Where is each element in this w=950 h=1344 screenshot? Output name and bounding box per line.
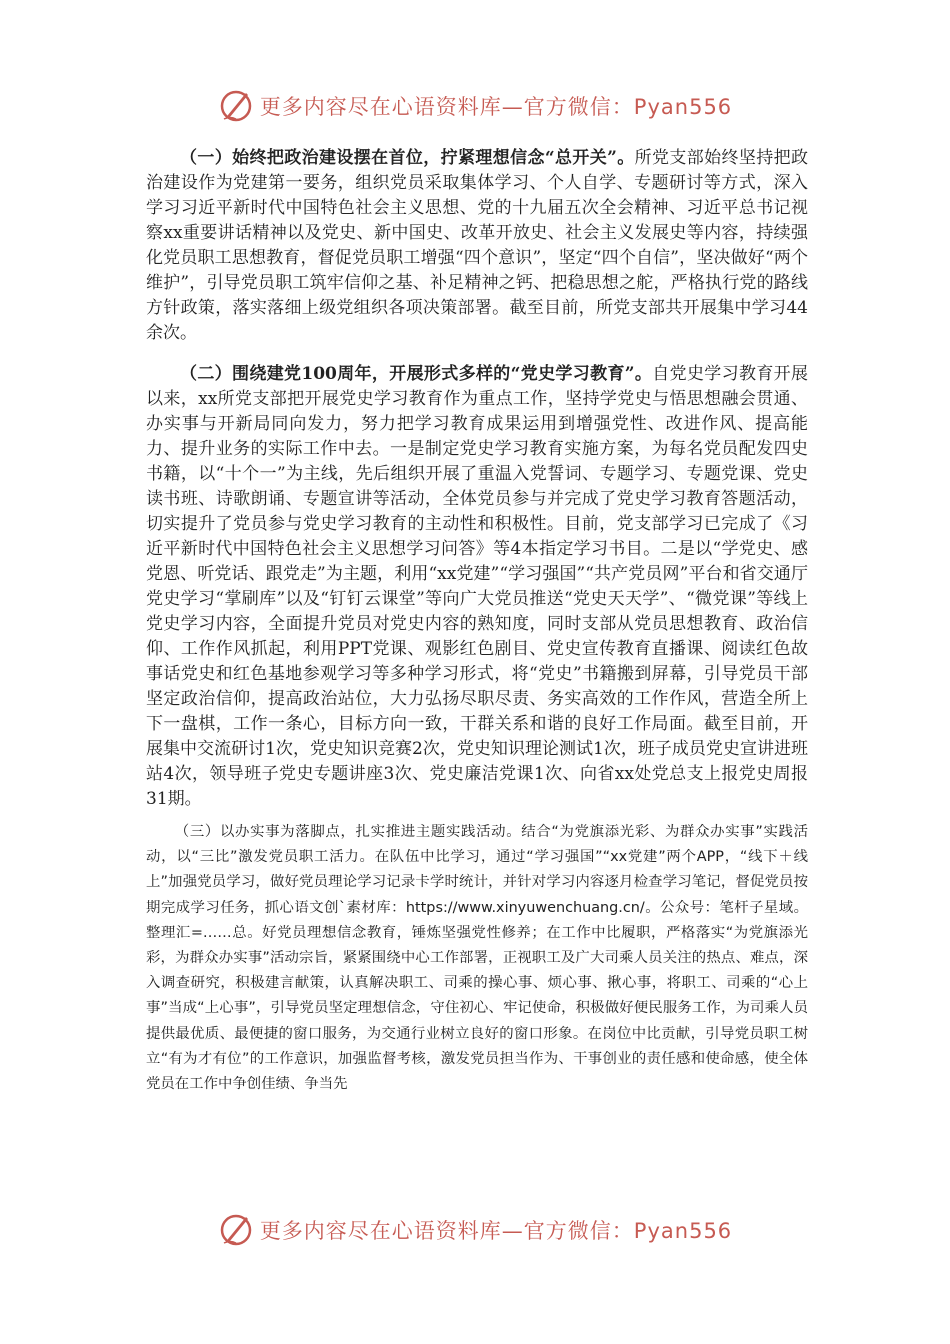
paragraph-3-text-b: 。公众号：笔杆子星域。整理汇=……总。好党员理想信念教育，锤炼坚强党性修养；在工作中比履职，严格落实“为党旗添光彩，为群众办实事”活动宗旨，紧紧围绕中心工作部署，正视职工及广大司乘人员关注的热点、难点，深入调查研究，积极建言献策，认真解决职工、司乘的操心事、烦心事、揪心事，将职工、司乘的“心上事”当成“上心事”，引导党员坚定理想信念，守住初心、牢记使命，积极做好便民服务工作，为司乘人员提供最优质、最便捷的窗口服务，为交通行业树立良好的窗口形象。在岗位中比贡献，引导党员职工树立“有为才有位”的工作意识，加强监督考核，激发党员担当作为、干事创业的责任感和使命感，使全体党员在工作中争创佳绩、争当先 (146, 899, 808, 1093)
paragraph-1-body: 所党支部始终坚持把政治建设作为党建第一要务，组织党员采取集体学习、个人自学、专题研讨等方式，深入学习习近平新时代中国特色社会主义思想、党的十九届五次全会精神、习近平总书记视察xx重要讲话精神以及党史、新中国史、改革开放史、社会主义发展史等内容，持续强化党员职工思想教育，督促党员职工增强“四个意识”，坚定“四个自信”，坚决做好“两个维护”，引导党员职工筑牢信仰之基、补足精神之钙、把稳思想之舵，严格执行党的路线方针政策，落实落细上级党组织各项决策部署。截至目前，所党支部共开展集中学习44余次。 (146, 148, 808, 343)
banner-text: 更多内容尽在心语资料库—官方微信：Pyan556 (259, 95, 733, 119)
paragraph-1 (146, 146, 808, 346)
paragraph-2-body: 自党史学习教育开展以来，xx所党支部把开展党史学习教育作为重点工作，坚持学党史与悟思想融会贯通、办实事与开新局同向发力，努力把学习教育成果运用到增强党性、改进作风、提高能力、提升业务的实际工作中去。一是制定党史学习教育实施方案，为每名党员配发四史书籍，以“十个一”为主线，先后组织开展了重温入党誓词、专题学习、专题党课、党史读书班、诗歌朗诵、专题宣讲等活动，全体党员参与并完成了党史学习教育答题活动，切实提升了党员参与党史学习教育的主动性和积极性。目前，党支部学习已完成了《习近平新时代中国特色社会主义思想学习问答》等4本指定学习书目。二是以“学党史、感党恩、听党话、跟党走”为主题，利用“xx党建”“学习强国”“共产党员网”平台和省交通厅党史学习“掌刷库”以及“钉钉云课堂”等向广大党员推送“党史天天学”、“微党课”等线上党史学习内容，全面提升党员对党史内容的熟知度，同时支部从党员思想教育、政治信仰、工作作风抓起，利用PPT党课、观影红色剧目、党史宣传教育直播课、阅读红色故事话党史和红色基地参观学习等多种学习形式，将“党史”书籍搬到屏幕，引导党员干部坚定政治信仰，提高政治站位，大力弘扬尽职尽责、务实高效的工作作风，营造全所上下一盘棋，工作一条心，目标方向一致，干群关系和谐的良好工作局面。截至目前，开展集中交流研讨1次，党史知识竞赛2次，党史知识理论测试1次，班子成员党史宣讲进班站4次，领导班子党史专题讲座3次、党史廉洁党课1次、向省xx处党总支上报党史周报31期。 (146, 364, 808, 809)
paragraph-2-heading: （二）围绕建党100周年，开展形式多样的“党史学习教育”。 (180, 364, 653, 384)
document-body (146, 146, 808, 1097)
paragraph-1-heading: （一）始终把政治建设摆在首位，拧紧理想信念“总开关”。 (180, 148, 635, 168)
source-url: https://www.xinyuwenchuang.cn/ (405, 899, 645, 916)
quill-pen-circle-icon (218, 88, 254, 124)
paragraph-3-text-a: （三）以办实事为落脚点，扎实推进主题实践活动。结合“为党旗添光彩、为群众办实事”实践活动，以“三比”激发党员职工活力。在队伍中比学习，通过“学习强国”“xx党建”两个APP，“线下＋线上”加强党员学习，做好党员理论学习记录卡学时统计，并针对学习内容逐月检查学习笔记，督促党员按期完成学习任务，抓心语文创`素材库： (146, 824, 808, 916)
paragraph-2 (146, 362, 808, 812)
header-watermark-banner (0, 86, 950, 126)
footer-watermark-banner (0, 1210, 950, 1250)
paragraph-3 (146, 820, 808, 1097)
banner-text: 更多内容尽在心语资料库—官方微信：Pyan556 (259, 1219, 733, 1243)
quill-pen-circle-icon (218, 1212, 254, 1248)
